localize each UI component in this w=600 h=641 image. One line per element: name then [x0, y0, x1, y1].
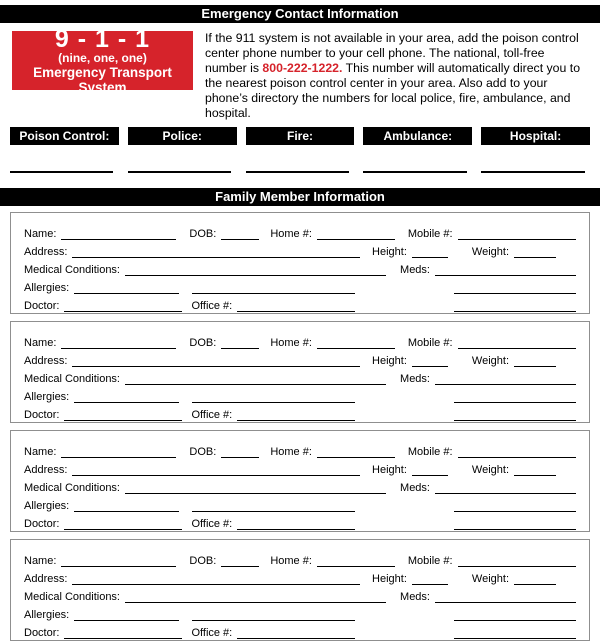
allergies-label: Allergies:	[24, 282, 70, 294]
name-fill-line[interactable]	[61, 228, 176, 240]
doctor-fill-line[interactable]	[64, 300, 182, 312]
meds-fill-line-3[interactable]	[454, 627, 576, 639]
meds-fill-line[interactable]	[435, 373, 576, 385]
intro-text-after: This number will automatically direct you to the nearest poison control center in your area. Also add to your phone’s directory the numbers for local police, fire, ambulance, and hospital.	[205, 61, 581, 120]
emergency-contact-fill-lines	[10, 171, 590, 173]
dob-fill-line[interactable]	[221, 446, 259, 458]
allergies-label: Allergies:	[24, 500, 70, 512]
home-phone-fill-line[interactable]	[317, 555, 395, 567]
meds-label: Meds:	[400, 482, 430, 494]
weight-fill-line[interactable]	[514, 246, 556, 258]
allergies-fill-line-2[interactable]	[192, 282, 355, 294]
height-fill-line[interactable]	[412, 355, 448, 367]
mobile-phone-fill-line[interactable]	[458, 555, 576, 567]
height-label: Height:	[372, 355, 407, 367]
dob-fill-line[interactable]	[221, 555, 259, 567]
medical-conditions-fill-line[interactable]	[125, 482, 386, 494]
dob-fill-line[interactable]	[221, 337, 259, 349]
address-label: Address:	[24, 246, 68, 258]
home-phone-fill-line[interactable]	[317, 337, 395, 349]
meds-fill-line[interactable]	[435, 264, 576, 276]
family-section-title: Family Member Information	[0, 188, 600, 206]
address-fill-line[interactable]	[72, 355, 360, 367]
weight-label: Weight:	[471, 246, 509, 258]
office-phone-label: Office #:	[191, 627, 233, 639]
weight-fill-line[interactable]	[514, 355, 556, 367]
badge-911	[12, 25, 193, 95]
address-fill-line[interactable]	[72, 464, 360, 476]
height-label: Height:	[372, 464, 407, 476]
allergies-fill-line-2[interactable]	[192, 500, 355, 512]
intro-paragraph	[205, 31, 588, 121]
mobile-phone-label: Mobile #:	[407, 555, 453, 567]
office-phone-label: Office #:	[191, 300, 233, 312]
mobile-phone-fill-line[interactable]	[458, 446, 576, 458]
height-label: Height:	[372, 246, 407, 258]
doctor-label: Doctor:	[24, 518, 60, 530]
weight-label: Weight:	[471, 355, 509, 367]
poison-control-label-bar: Poison Control:	[10, 127, 119, 145]
address-fill-line[interactable]	[72, 573, 360, 585]
name-fill-line[interactable]	[61, 555, 176, 567]
ambulance-fill-line[interactable]	[363, 171, 466, 173]
address-fill-line[interactable]	[72, 246, 360, 258]
height-label: Height:	[372, 573, 407, 585]
name-label: Name:	[24, 337, 57, 349]
doctor-fill-line[interactable]	[64, 409, 182, 421]
badge-911-caption: Emergency Transport System	[33, 65, 172, 95]
hospital-fill-line[interactable]	[481, 171, 584, 173]
meds-fill-line-3[interactable]	[454, 409, 576, 421]
office-phone-fill-line[interactable]	[237, 300, 355, 312]
allergies-label: Allergies:	[24, 391, 70, 403]
meds-label: Meds:	[400, 264, 430, 276]
office-phone-label: Office #:	[191, 518, 233, 530]
home-phone-fill-line[interactable]	[317, 446, 395, 458]
dob-label: DOB:	[189, 228, 217, 240]
address-label: Address:	[24, 573, 68, 585]
home-phone-label: Home #:	[270, 228, 312, 240]
dob-label: DOB:	[189, 337, 217, 349]
weight-label: Weight:	[471, 573, 509, 585]
meds-fill-line[interactable]	[435, 482, 576, 494]
badge-911-number: 9 - 1 - 1	[54, 25, 151, 53]
office-phone-fill-line[interactable]	[237, 627, 355, 639]
meds-fill-line[interactable]	[435, 591, 576, 603]
office-phone-label: Office #:	[191, 409, 233, 421]
dob-label: DOB:	[189, 446, 217, 458]
doctor-fill-line[interactable]	[64, 627, 182, 639]
family-member-block-4	[10, 539, 590, 641]
address-label: Address:	[24, 464, 68, 476]
weight-fill-line[interactable]	[514, 464, 556, 476]
family-member-block-1	[10, 212, 590, 314]
medical-conditions-label: Medical Conditions:	[24, 264, 120, 276]
meds-fill-line-2[interactable]	[454, 391, 576, 403]
mobile-phone-label: Mobile #:	[407, 228, 453, 240]
doctor-fill-line[interactable]	[64, 518, 182, 530]
meds-fill-line-2[interactable]	[454, 282, 576, 294]
poison-control-fill-line[interactable]	[10, 171, 113, 173]
home-phone-fill-line[interactable]	[317, 228, 395, 240]
meds-label: Meds:	[400, 373, 430, 385]
allergies-label: Allergies:	[24, 609, 70, 621]
mobile-phone-label: Mobile #:	[407, 337, 453, 349]
doctor-label: Doctor:	[24, 409, 60, 421]
mobile-phone-fill-line[interactable]	[458, 337, 576, 349]
medical-conditions-fill-line[interactable]	[125, 264, 386, 276]
ambulance-label-bar: Ambulance:	[363, 127, 472, 145]
page-title: Emergency Contact Information	[0, 5, 600, 23]
allergies-fill-line[interactable]	[74, 282, 179, 294]
badge-911-phonetic: (nine, one, one)	[58, 51, 147, 65]
height-fill-line[interactable]	[412, 246, 448, 258]
meds-label: Meds:	[400, 591, 430, 603]
allergies-fill-line[interactable]	[74, 500, 179, 512]
meds-fill-line-2[interactable]	[454, 500, 576, 512]
mobile-phone-fill-line[interactable]	[458, 228, 576, 240]
medical-conditions-label: Medical Conditions:	[24, 591, 120, 603]
home-phone-label: Home #:	[270, 446, 312, 458]
fire-label-bar: Fire:	[246, 127, 355, 145]
office-phone-fill-line[interactable]	[237, 409, 355, 421]
meds-fill-line-3[interactable]	[454, 300, 576, 312]
fire-fill-line[interactable]	[246, 171, 349, 173]
medical-conditions-fill-line[interactable]	[125, 591, 386, 603]
name-label: Name:	[24, 555, 57, 567]
intro-section	[12, 25, 588, 121]
medical-conditions-fill-line[interactable]	[125, 373, 386, 385]
allergies-fill-line[interactable]	[74, 391, 179, 403]
mobile-phone-label: Mobile #:	[407, 446, 453, 458]
height-fill-line[interactable]	[412, 464, 448, 476]
allergies-fill-line-2[interactable]	[192, 609, 355, 621]
weight-label: Weight:	[471, 464, 509, 476]
family-member-block-3	[10, 430, 590, 532]
name-label: Name:	[24, 446, 57, 458]
medical-conditions-label: Medical Conditions:	[24, 482, 120, 494]
emergency-contact-bars	[10, 127, 590, 145]
medical-conditions-label: Medical Conditions:	[24, 373, 120, 385]
police-label-bar: Police:	[128, 127, 237, 145]
police-fill-line[interactable]	[128, 171, 231, 173]
meds-fill-line-2[interactable]	[454, 609, 576, 621]
hospital-label-bar: Hospital:	[481, 127, 590, 145]
dob-fill-line[interactable]	[221, 228, 259, 240]
doctor-label: Doctor:	[24, 627, 60, 639]
name-fill-line[interactable]	[61, 446, 176, 458]
name-label: Name:	[24, 228, 57, 240]
doctor-label: Doctor:	[24, 300, 60, 312]
weight-fill-line[interactable]	[514, 573, 556, 585]
poison-control-phone-number: 800-222-1222.	[262, 61, 343, 75]
name-fill-line[interactable]	[61, 337, 176, 349]
office-phone-fill-line[interactable]	[237, 518, 355, 530]
home-phone-label: Home #:	[270, 337, 312, 349]
meds-fill-line-3[interactable]	[454, 518, 576, 530]
dob-label: DOB:	[189, 555, 217, 567]
address-label: Address:	[24, 355, 68, 367]
allergies-fill-line-2[interactable]	[192, 391, 355, 403]
home-phone-label: Home #:	[270, 555, 312, 567]
height-fill-line[interactable]	[412, 573, 448, 585]
intro-text-before: If the 911 system is not available in your area, add the poison control center phone number to your cell phone. The national, toll-free number is	[205, 31, 579, 75]
allergies-fill-line[interactable]	[74, 609, 179, 621]
family-member-block-2	[10, 321, 590, 423]
